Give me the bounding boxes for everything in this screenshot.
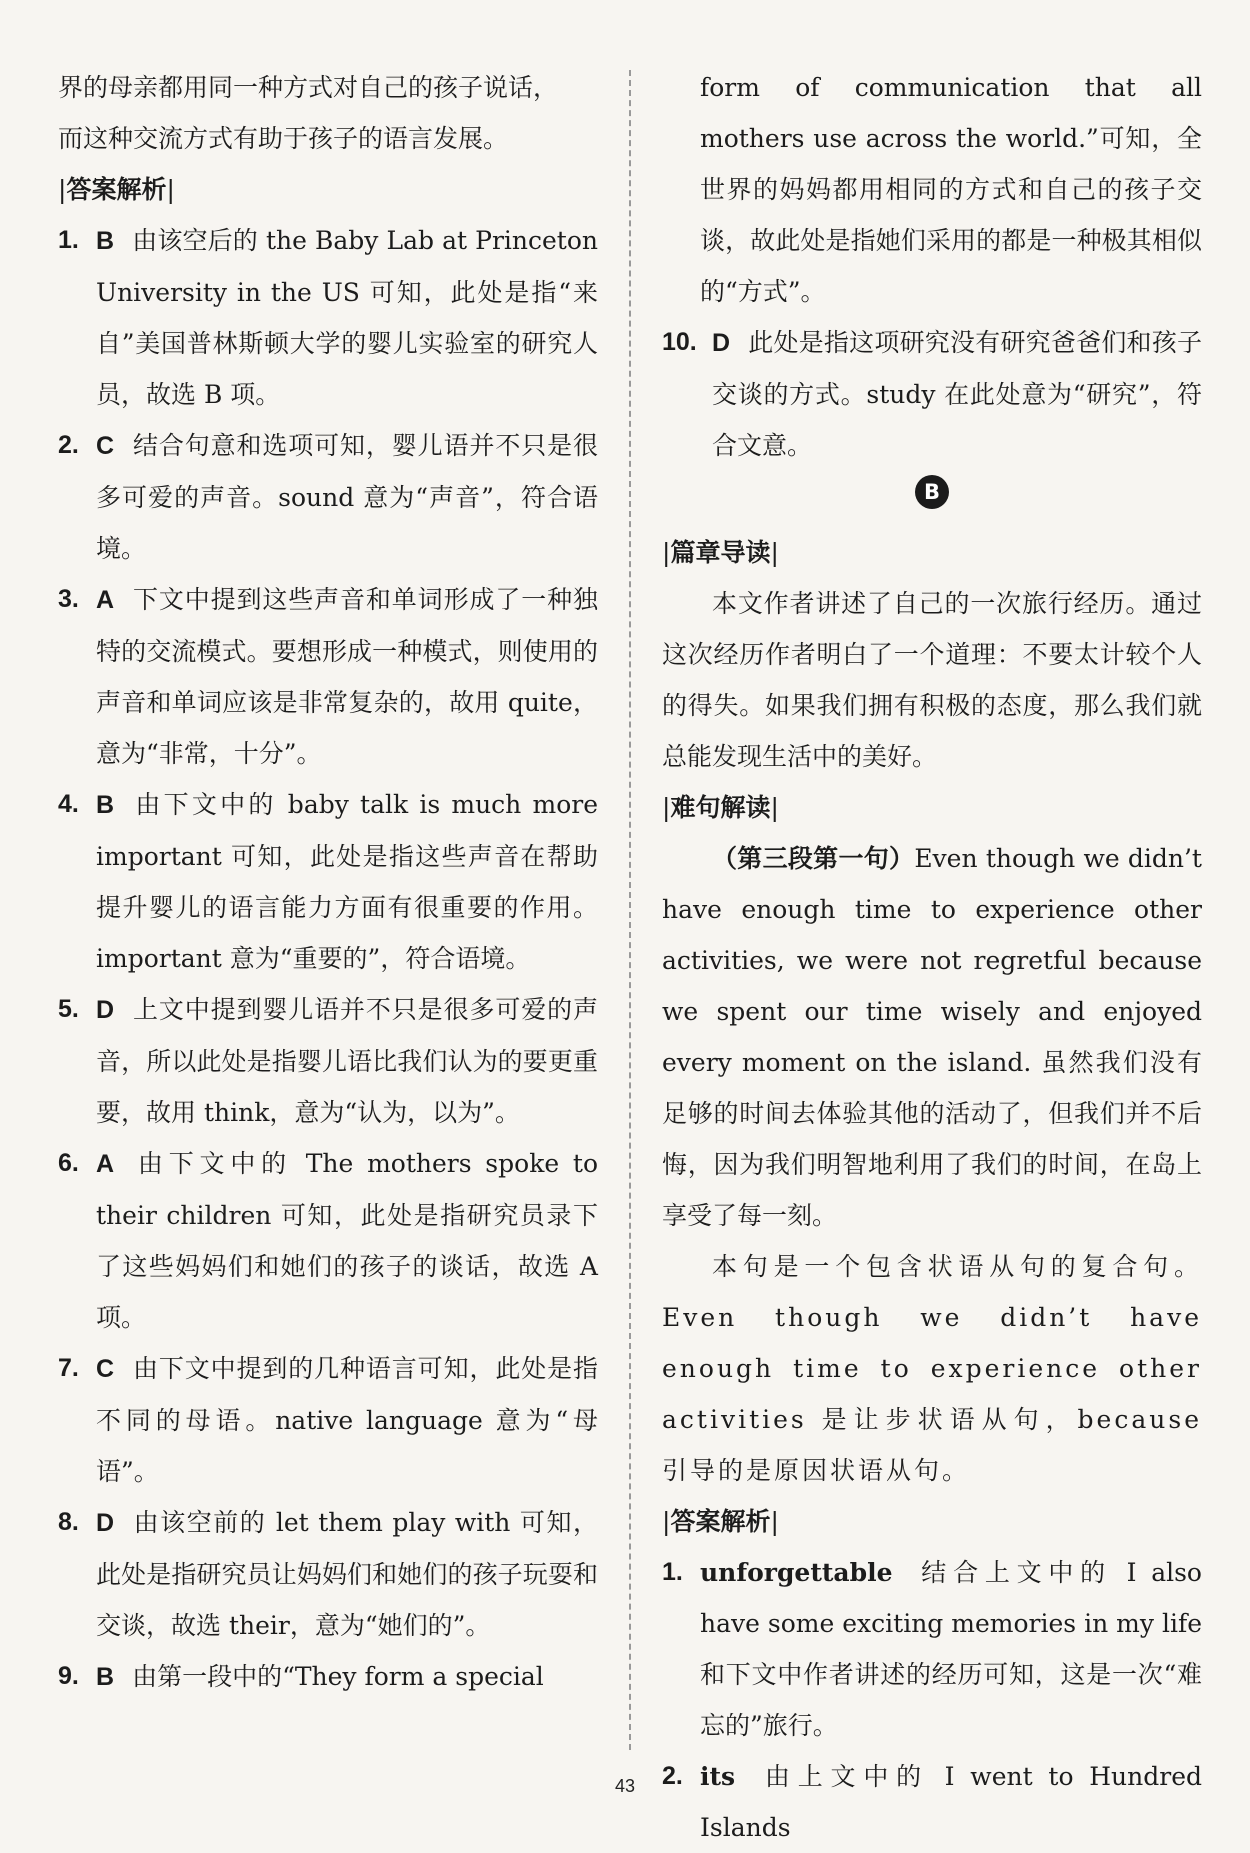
left-column <box>58 62 598 1703</box>
answer-item: 3. A 下文中提到这些声音和单词形成了一种独特的交流模式。要想形成一种模式，则使用的声音和单词应该是非常复杂的，故用 quite，意为“非常，十分”。 <box>58 585 598 768</box>
answer-item: 7. C 由下文中提到的几种语言可知，此处是指不同的母语。native language 意为“母语”。 <box>58 1354 598 1486</box>
sentence-analysis: （第三段第一句）Even though we didn’t have enough time to experience other activities, we were not regretful because we spent our time wisely and enjoyed every moment on the island. 虽然我们没有足够的时间去体验其他的活动了，但我们并不后悔，因为我们明智地利用了我们的时间，在岛上享受了每一刻。 <box>662 844 1202 1230</box>
grammar-analysis: 本句是一个包含状语从句的复合句。Even though we didn’t have enough time to experience other activities 是让步状语从句，because 引导的是原因状语从句。 <box>662 1252 1202 1485</box>
section-letter-badge: B <box>915 475 949 509</box>
section-marker <box>662 475 1202 515</box>
intro-line-1: 界的母亲都用同一种方式对自己的孩子说话， <box>58 73 559 102</box>
column-divider <box>629 70 631 1750</box>
answer-item: 10. D 此处是指这项研究没有研究爸爸们和孩子交谈的方式。study 在此处意为“研究”，符合文意。 <box>662 328 1202 460</box>
answer-item: 2. its 由上文中的 I went to Hundred Islands <box>662 1762 1202 1842</box>
guide-heading: |篇章导读| <box>662 538 779 567</box>
answer-item: 8. D 由该空前的 let them play with 可知，此处是指研究员让妈妈们和她们的孩子玩耍和交谈，故选 their，意为“她们的”。 <box>58 1508 598 1640</box>
page-number: 43 <box>614 1776 636 1796</box>
intro-line-2: 而这种交流方式有助于孩子的语言发展。 <box>58 124 509 153</box>
answer-item: 6. A 由下文中的 The mothers spoke to their children 可知，此处是指研究员录下了这些妈妈们和她们的孩子的谈话，故选 A 项。 <box>58 1149 598 1332</box>
answers-heading-right: |答案解析| <box>662 1507 779 1536</box>
sentence-heading: |难句解读| <box>662 793 779 822</box>
answer-item: 4. B 由下文中的 baby talk is much more important 可知，此处是指这些声音在帮助提升婴儿的语言能力方面有很重要的作用。important 意为“重要的”，符合语境。 <box>58 790 598 973</box>
answer-item: 9. B 由第一段中的“They form a special <box>58 1662 544 1691</box>
guide-text: 本文作者讲述了自己的一次旅行经历。通过这次经历作者明白了一个道理：不要太计较个人的得失。如果我们拥有积极的态度，那么我们就总能发现生活中的美好。 <box>662 589 1202 771</box>
answer-item: 5. D 上文中提到婴儿语并不只是很多可爱的声音，所以此处是指婴儿语比我们认为的要更重要，故用 think，意为“认为，以为”。 <box>58 995 598 1127</box>
answers-heading-left: |答案解析| <box>58 175 175 204</box>
answer-item-9-continued: form of communication that all mothers use across the world.”可知，全世界的妈妈都用相同的方式和自己的孩子交谈，故此处是指她们采用的都是一种极其相似的“方式”。 <box>700 73 1202 306</box>
right-column <box>662 62 1202 1853</box>
answer-item: 1. unforgettable 结合上文中的 I also have some exciting memories in my life 和下文中作者讲述的经历可知，这是一次“难忘的”旅行。 <box>662 1558 1202 1740</box>
answer-item: 1. B 由该空后的 the Baby Lab at Princeton University in the US 可知，此处是指“来自”美国普林斯顿大学的婴儿实验室的研究人员，故选 B 项。 <box>58 226 598 409</box>
answer-item: 2. C 结合句意和选项可知，婴儿语并不只是很多可爱的声音。sound 意为“声音”，符合语境。 <box>58 431 598 563</box>
